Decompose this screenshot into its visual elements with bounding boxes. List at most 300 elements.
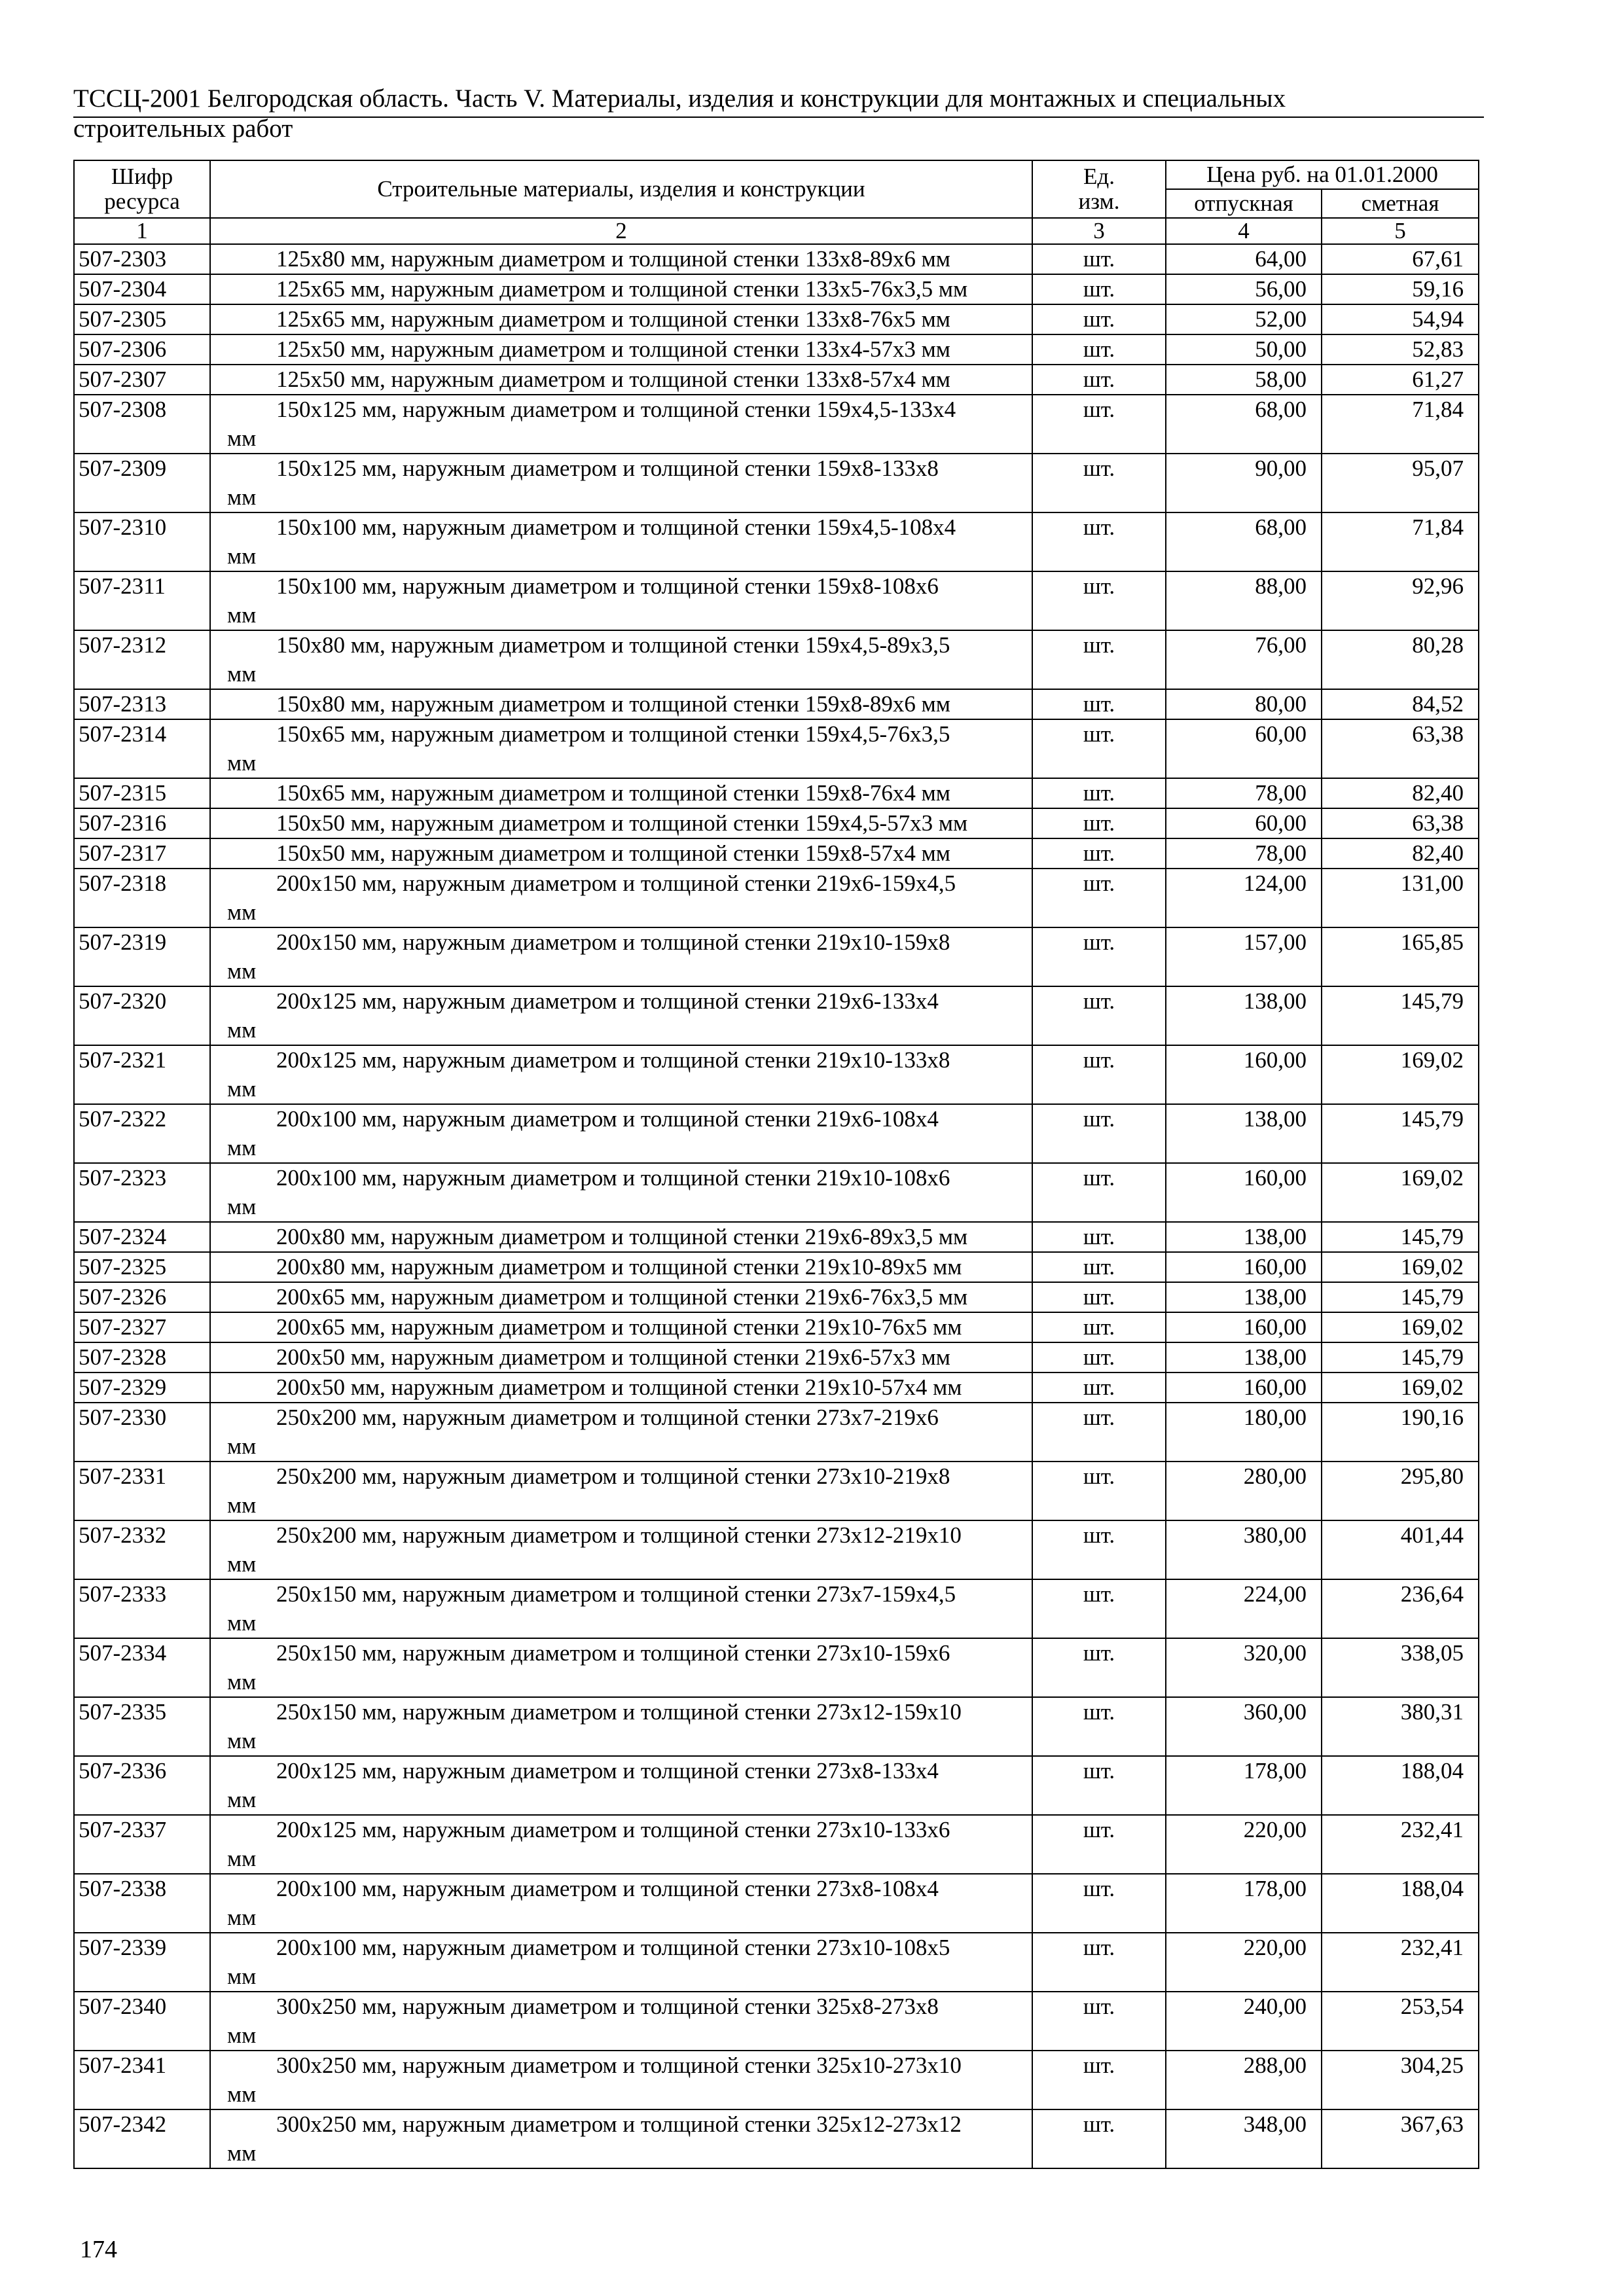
material-description: 300х250 мм, наружным диаметром и толщиной стенки 325х12-273х12	[276, 2111, 962, 2137]
material-description-cell	[210, 630, 1032, 689]
material-description: 150х100 мм, наружным диаметром и толщиной стенки 159х4,5-108х4	[276, 514, 956, 540]
unit-cell: шт.	[1032, 365, 1166, 395]
material-description: 150х80 мм, наружным диаметром и толщиной стенки 159х4,5-89х3,5	[276, 632, 950, 658]
material-description-continuation: мм	[227, 1076, 257, 1102]
estimate-price-cell: 71,84	[1322, 395, 1479, 454]
table-row	[74, 1992, 1479, 2051]
col-header-unit	[1032, 160, 1166, 218]
release-price-cell: 160,00	[1166, 1045, 1322, 1104]
material-description-cell	[210, 1342, 1032, 1372]
unit-cell: шт.	[1032, 1342, 1166, 1372]
col-header-code-line2: ресурса	[104, 188, 180, 214]
estimate-price-cell: 338,05	[1322, 1638, 1479, 1697]
table-row	[74, 1403, 1479, 1462]
header-rule	[73, 117, 1484, 118]
resource-code-cell: 507-2339	[74, 1933, 210, 1992]
material-description-cell	[210, 571, 1032, 630]
material-description: 250х150 мм, наружным диаметром и толщиной стенки 273х10-159х6	[276, 1640, 950, 1666]
material-description: 200х150 мм, наружным диаметром и толщиной стенки 219х6-159х4,5	[276, 870, 956, 896]
unit-cell: шт.	[1032, 244, 1166, 274]
unit-cell: шт.	[1032, 2109, 1166, 2168]
estimate-price-cell: 169,02	[1322, 1045, 1479, 1104]
material-description: 200х125 мм, наружным диаметром и толщиной стенки 219х6-133х4	[276, 988, 939, 1014]
material-description-cell	[210, 869, 1032, 927]
estimate-price-cell: 52,83	[1322, 334, 1479, 365]
column-number: 4	[1166, 218, 1322, 244]
release-price-cell: 178,00	[1166, 1756, 1322, 1815]
release-price-cell: 78,00	[1166, 778, 1322, 808]
estimate-price-cell: 169,02	[1322, 1372, 1479, 1403]
unit-cell: шт.	[1032, 1933, 1166, 1992]
unit-cell: шт.	[1032, 1312, 1166, 1342]
material-description: 150х50 мм, наружным диаметром и толщиной стенки 159х8-57х4 мм	[276, 840, 950, 866]
table-row	[74, 1756, 1479, 1815]
unit-cell: шт.	[1032, 1282, 1166, 1312]
estimate-price-cell: 80,28	[1322, 630, 1479, 689]
material-description-cell	[210, 1579, 1032, 1638]
material-description-continuation: мм	[227, 1846, 257, 1871]
resource-code-cell: 507-2306	[74, 334, 210, 365]
estimate-price-cell: 169,02	[1322, 1163, 1479, 1222]
material-description-cell	[210, 1520, 1032, 1579]
material-description: 200х125 мм, наружным диаметром и толщиной стенки 273х8-133х4	[276, 1758, 939, 1784]
table-row	[74, 365, 1479, 395]
estimate-price-cell: 188,04	[1322, 1756, 1479, 1815]
material-description: 200х65 мм, наружным диаметром и толщиной стенки 219х6-76х3,5 мм	[276, 1284, 968, 1310]
material-description-continuation: мм	[227, 1433, 257, 1459]
header-title-line-2: строительных работ	[73, 115, 293, 143]
resource-code-cell: 507-2325	[74, 1252, 210, 1282]
estimate-price-cell: 145,79	[1322, 1342, 1479, 1372]
release-price-cell: 160,00	[1166, 1252, 1322, 1282]
material-description-cell	[210, 808, 1032, 838]
resource-code-cell: 507-2314	[74, 719, 210, 778]
release-price-cell: 138,00	[1166, 1222, 1322, 1252]
resource-code-cell: 507-2338	[74, 1874, 210, 1933]
table-row	[74, 512, 1479, 571]
estimate-price-cell: 82,40	[1322, 778, 1479, 808]
table-row	[74, 1222, 1479, 1252]
release-price-cell: 178,00	[1166, 1874, 1322, 1933]
unit-cell: шт.	[1032, 689, 1166, 719]
col-header-price-group: Цена руб. на 01.01.2000	[1166, 160, 1479, 189]
material-description-cell	[210, 1462, 1032, 1520]
table-row	[74, 1462, 1479, 1520]
release-price-cell: 160,00	[1166, 1163, 1322, 1222]
material-description-cell	[210, 1163, 1032, 1222]
release-price-cell: 58,00	[1166, 365, 1322, 395]
material-description-cell	[210, 1992, 1032, 2051]
unit-cell: шт.	[1032, 1163, 1166, 1222]
material-description-continuation: мм	[227, 1551, 257, 1577]
unit-cell: шт.	[1032, 927, 1166, 986]
material-description-cell	[210, 719, 1032, 778]
estimate-price-cell: 253,54	[1322, 1992, 1479, 2051]
material-description-continuation: мм	[227, 958, 257, 984]
resource-code-cell: 507-2316	[74, 808, 210, 838]
resource-code-cell: 507-2311	[74, 571, 210, 630]
unit-cell: шт.	[1032, 304, 1166, 334]
material-description-cell	[210, 927, 1032, 986]
material-description: 150х65 мм, наружным диаметром и толщиной стенки 159х4,5-76х3,5	[276, 721, 950, 747]
release-price-cell: 157,00	[1166, 927, 1322, 986]
col-header-code-line1: Шифр	[111, 164, 173, 189]
col-header-material: Строительные материалы, изделия и конструкции	[210, 160, 1032, 218]
material-description: 150х125 мм, наружным диаметром и толщиной стенки 159х8-133х8	[276, 456, 939, 481]
material-description-continuation: мм	[227, 1135, 257, 1160]
release-price-cell: 348,00	[1166, 2109, 1322, 2168]
material-description-cell	[210, 244, 1032, 274]
table-row	[74, 1579, 1479, 1638]
material-description-continuation: мм	[227, 1610, 257, 1636]
release-price-cell: 220,00	[1166, 1815, 1322, 1874]
unit-cell: шт.	[1032, 1403, 1166, 1462]
unit-cell: шт.	[1032, 1045, 1166, 1104]
resource-code-cell: 507-2310	[74, 512, 210, 571]
material-description: 125х65 мм, наружным диаметром и толщиной стенки 133х5-76х3,5 мм	[276, 276, 968, 302]
estimate-price-cell: 82,40	[1322, 838, 1479, 869]
estimate-price-cell: 71,84	[1322, 512, 1479, 571]
material-description: 300х250 мм, наружным диаметром и толщиной стенки 325х10-273х10	[276, 2053, 962, 2078]
material-description-cell	[210, 304, 1032, 334]
unit-cell: шт.	[1032, 1697, 1166, 1756]
estimate-price-cell: 295,80	[1322, 1462, 1479, 1520]
estimate-price-cell: 84,52	[1322, 689, 1479, 719]
material-description-cell	[210, 838, 1032, 869]
table-row	[74, 719, 1479, 778]
resource-code-cell: 507-2342	[74, 2109, 210, 2168]
column-number: 5	[1322, 218, 1479, 244]
material-description-cell	[210, 1104, 1032, 1163]
material-description-cell	[210, 365, 1032, 395]
estimate-price-cell: 59,16	[1322, 274, 1479, 304]
release-price-cell: 138,00	[1166, 1104, 1322, 1163]
col-header-price-estimate: сметная	[1322, 189, 1479, 218]
estimate-price-cell: 145,79	[1322, 1222, 1479, 1252]
release-price-cell: 60,00	[1166, 719, 1322, 778]
release-price-cell: 180,00	[1166, 1403, 1322, 1462]
unit-cell: шт.	[1032, 630, 1166, 689]
release-price-cell: 68,00	[1166, 395, 1322, 454]
estimate-price-cell: 165,85	[1322, 927, 1479, 986]
unit-cell: шт.	[1032, 1222, 1166, 1252]
material-description-continuation: мм	[227, 425, 257, 451]
material-description-cell	[210, 986, 1032, 1045]
release-price-cell: 360,00	[1166, 1697, 1322, 1756]
estimate-price-cell: 61,27	[1322, 365, 1479, 395]
unit-cell: шт.	[1032, 1756, 1166, 1815]
estimate-price-cell: 169,02	[1322, 1252, 1479, 1282]
material-description: 200х150 мм, наружным диаметром и толщиной стенки 219х10-159х8	[276, 929, 950, 955]
estimate-price-cell: 54,94	[1322, 304, 1479, 334]
table-row	[74, 1252, 1479, 1282]
release-price-cell: 138,00	[1166, 986, 1322, 1045]
material-description-cell	[210, 1756, 1032, 1815]
material-description-continuation: мм	[227, 602, 257, 628]
material-description: 200х100 мм, наружным диаметром и толщиной стенки 273х8-108х4	[276, 1876, 939, 1901]
material-description-continuation: мм	[227, 1194, 257, 1219]
material-description-cell	[210, 334, 1032, 365]
material-description: 200х65 мм, наружным диаметром и толщиной стенки 219х10-76х5 мм	[276, 1314, 962, 1340]
table-row	[74, 1104, 1479, 1163]
resource-code-cell: 507-2309	[74, 454, 210, 512]
material-description-cell	[210, 2051, 1032, 2109]
material-description: 125х50 мм, наружным диаметром и толщиной стенки 133х8-57х4 мм	[276, 367, 950, 392]
column-number: 3	[1032, 218, 1166, 244]
unit-cell: шт.	[1032, 1520, 1166, 1579]
material-description: 200х50 мм, наружным диаметром и толщиной стенки 219х10-57х4 мм	[276, 1374, 962, 1400]
estimate-price-cell: 95,07	[1322, 454, 1479, 512]
estimate-price-cell: 169,02	[1322, 1312, 1479, 1342]
resource-code-cell: 507-2318	[74, 869, 210, 927]
unit-cell: шт.	[1032, 274, 1166, 304]
resource-code-cell: 507-2323	[74, 1163, 210, 1222]
table-row	[74, 1638, 1479, 1697]
estimate-price-cell: 304,25	[1322, 2051, 1479, 2109]
release-price-cell: 160,00	[1166, 1372, 1322, 1403]
resource-code-cell: 507-2320	[74, 986, 210, 1045]
material-description-continuation: мм	[227, 661, 257, 687]
unit-cell: шт.	[1032, 1874, 1166, 1933]
material-description-continuation: мм	[227, 899, 257, 925]
release-price-cell: 88,00	[1166, 571, 1322, 630]
unit-cell: шт.	[1032, 1104, 1166, 1163]
page-number: 174	[80, 2236, 117, 2263]
material-description: 250х200 мм, наружным диаметром и толщиной стенки 273х12-219х10	[276, 1522, 962, 1548]
release-price-cell: 320,00	[1166, 1638, 1322, 1697]
release-price-cell: 288,00	[1166, 2051, 1322, 2109]
header-row	[74, 160, 1479, 189]
estimate-price-cell: 232,41	[1322, 1933, 1479, 1992]
resource-code-cell: 507-2330	[74, 1403, 210, 1462]
resource-code-cell: 507-2313	[74, 689, 210, 719]
estimate-price-cell: 367,63	[1322, 2109, 1479, 2168]
table-row	[74, 927, 1479, 986]
material-description: 250х150 мм, наружным диаметром и толщиной стенки 273х12-159х10	[276, 1699, 962, 1725]
material-description-cell	[210, 2109, 1032, 2168]
release-price-cell: 280,00	[1166, 1462, 1322, 1520]
estimate-price-cell: 188,04	[1322, 1874, 1479, 1933]
column-number: 2	[210, 218, 1032, 244]
estimate-price-cell: 145,79	[1322, 986, 1479, 1045]
unit-cell: шт.	[1032, 778, 1166, 808]
header-title-line-1: ТССЦ-2001 Белгородская область. Часть V. Материалы, изделия и конструкции для монтажных и специальных	[73, 84, 1286, 113]
release-price-cell: 124,00	[1166, 869, 1322, 927]
material-description: 250х150 мм, наружным диаметром и толщиной стенки 273х7-159х4,5	[276, 1581, 956, 1607]
resource-code-cell: 507-2334	[74, 1638, 210, 1697]
resource-code-cell: 507-2336	[74, 1756, 210, 1815]
table-row	[74, 1697, 1479, 1756]
resource-code-cell: 507-2315	[74, 778, 210, 808]
estimate-price-cell: 380,31	[1322, 1697, 1479, 1756]
table-row	[74, 2109, 1479, 2168]
table-row	[74, 1282, 1479, 1312]
resource-code-cell: 507-2341	[74, 2051, 210, 2109]
resource-code-cell: 507-2335	[74, 1697, 210, 1756]
estimate-price-cell: 131,00	[1322, 869, 1479, 927]
unit-cell: шт.	[1032, 1372, 1166, 1403]
material-description-continuation: мм	[227, 750, 257, 776]
unit-cell: шт.	[1032, 808, 1166, 838]
material-description-continuation: мм	[227, 1017, 257, 1043]
material-description-cell	[210, 778, 1032, 808]
material-description: 200х125 мм, наружным диаметром и толщиной стенки 273х10-133х6	[276, 1817, 950, 1842]
material-description: 200х80 мм, наружным диаметром и толщиной стенки 219х6-89х3,5 мм	[276, 1224, 968, 1249]
material-description-cell	[210, 1403, 1032, 1462]
unit-cell: шт.	[1032, 1462, 1166, 1520]
material-description: 125х65 мм, наружным диаметром и толщиной стенки 133х8-76х5 мм	[276, 306, 950, 332]
release-price-cell: 52,00	[1166, 304, 1322, 334]
table-row	[74, 1815, 1479, 1874]
column-number: 1	[74, 218, 210, 244]
table-row	[74, 869, 1479, 927]
resource-code-cell: 507-2328	[74, 1342, 210, 1372]
unit-cell: шт.	[1032, 395, 1166, 454]
resource-code-cell: 507-2317	[74, 838, 210, 869]
table-row	[74, 244, 1479, 274]
material-description-cell	[210, 1638, 1032, 1697]
material-description: 150х50 мм, наружным диаметром и толщиной стенки 159х4,5-57х3 мм	[276, 810, 968, 836]
resource-code-cell: 507-2329	[74, 1372, 210, 1403]
material-description: 250х200 мм, наружным диаметром и толщиной стенки 273х7-219х6	[276, 1405, 939, 1430]
material-description-cell	[210, 1252, 1032, 1282]
material-description-continuation: мм	[227, 543, 257, 569]
material-description-cell	[210, 1282, 1032, 1312]
material-description-continuation: мм	[227, 1669, 257, 1695]
material-description-cell	[210, 1697, 1032, 1756]
unit-cell: шт.	[1032, 512, 1166, 571]
resource-code-cell: 507-2331	[74, 1462, 210, 1520]
release-price-cell: 380,00	[1166, 1520, 1322, 1579]
estimate-price-cell: 63,38	[1322, 808, 1479, 838]
col-header-unit-line1: Ед.	[1083, 164, 1115, 189]
table-row	[74, 395, 1479, 454]
table-row	[74, 1520, 1479, 1579]
material-description-cell	[210, 1372, 1032, 1403]
table-row	[74, 1372, 1479, 1403]
resource-code-cell: 507-2337	[74, 1815, 210, 1874]
table-row	[74, 1874, 1479, 1933]
resource-code-cell: 507-2307	[74, 365, 210, 395]
unit-cell: шт.	[1032, 1992, 1166, 2051]
resource-code-cell: 507-2304	[74, 274, 210, 304]
material-description-cell	[210, 1045, 1032, 1104]
material-description-continuation: мм	[227, 2140, 257, 2166]
estimate-price-cell: 236,64	[1322, 1579, 1479, 1638]
release-price-cell: 90,00	[1166, 454, 1322, 512]
material-description-cell	[210, 1933, 1032, 1992]
material-description: 300х250 мм, наружным диаметром и толщиной стенки 325х8-273х8	[276, 1994, 939, 2019]
table-row	[74, 1342, 1479, 1372]
material-description-continuation: мм	[227, 1728, 257, 1753]
release-price-cell: 138,00	[1166, 1282, 1322, 1312]
material-description-cell	[210, 1874, 1032, 1933]
material-description-cell	[210, 1222, 1032, 1252]
unit-cell: шт.	[1032, 1252, 1166, 1282]
col-header-price-release: отпускная	[1166, 189, 1322, 218]
release-price-cell: 64,00	[1166, 244, 1322, 274]
material-description-continuation: мм	[227, 1492, 257, 1518]
page-header	[73, 84, 1484, 144]
unit-cell: шт.	[1032, 334, 1166, 365]
material-description: 150х65 мм, наружным диаметром и толщиной стенки 159х8-76х4 мм	[276, 780, 950, 806]
resource-code-cell: 507-2332	[74, 1520, 210, 1579]
unit-cell: шт.	[1032, 719, 1166, 778]
table-row	[74, 2051, 1479, 2109]
resource-code-cell: 507-2340	[74, 1992, 210, 2051]
table-row	[74, 838, 1479, 869]
unit-cell: шт.	[1032, 1579, 1166, 1638]
table-row	[74, 808, 1479, 838]
estimate-price-cell: 92,96	[1322, 571, 1479, 630]
resource-code-cell: 507-2305	[74, 304, 210, 334]
resource-code-cell: 507-2326	[74, 1282, 210, 1312]
material-description: 200х100 мм, наружным диаметром и толщиной стенки 273х10-108х5	[276, 1935, 950, 1960]
material-description-cell	[210, 395, 1032, 454]
resource-code-cell: 507-2333	[74, 1579, 210, 1638]
material-description-continuation: мм	[227, 1964, 257, 1989]
unit-cell: шт.	[1032, 571, 1166, 630]
material-description: 125х50 мм, наружным диаметром и толщиной стенки 133х4-57х3 мм	[276, 336, 950, 362]
resource-code-cell: 507-2319	[74, 927, 210, 986]
release-price-cell: 68,00	[1166, 512, 1322, 571]
table-row	[74, 630, 1479, 689]
release-price-cell: 50,00	[1166, 334, 1322, 365]
estimate-price-cell: 145,79	[1322, 1104, 1479, 1163]
release-price-cell: 240,00	[1166, 1992, 1322, 2051]
price-table	[73, 160, 1479, 2169]
material-description-cell	[210, 274, 1032, 304]
release-price-cell: 76,00	[1166, 630, 1322, 689]
unit-cell: шт.	[1032, 838, 1166, 869]
resource-code-cell: 507-2322	[74, 1104, 210, 1163]
material-description-continuation: мм	[227, 2081, 257, 2107]
table-row	[74, 689, 1479, 719]
material-description-cell	[210, 1815, 1032, 1874]
estimate-price-cell: 190,16	[1322, 1403, 1479, 1462]
material-description-continuation: мм	[227, 484, 257, 510]
material-description-cell	[210, 512, 1032, 571]
estimate-price-cell: 145,79	[1322, 1282, 1479, 1312]
estimate-price-cell: 232,41	[1322, 1815, 1479, 1874]
estimate-price-cell: 67,61	[1322, 244, 1479, 274]
table-row	[74, 1045, 1479, 1104]
resource-code-cell: 507-2308	[74, 395, 210, 454]
material-description: 150х80 мм, наружным диаметром и толщиной стенки 159х8-89х6 мм	[276, 691, 950, 717]
unit-cell: шт.	[1032, 1638, 1166, 1697]
table-row	[74, 571, 1479, 630]
table-row	[74, 1312, 1479, 1342]
material-description-cell	[210, 454, 1032, 512]
material-description: 150х100 мм, наружным диаметром и толщиной стенки 159х8-108х6	[276, 573, 939, 599]
table-row	[74, 274, 1479, 304]
table-row	[74, 334, 1479, 365]
estimate-price-cell: 401,44	[1322, 1520, 1479, 1579]
col-header-code	[74, 160, 210, 218]
release-price-cell: 160,00	[1166, 1312, 1322, 1342]
table-row	[74, 1163, 1479, 1222]
table-row	[74, 778, 1479, 808]
material-description-continuation: мм	[227, 1905, 257, 1930]
release-price-cell: 60,00	[1166, 808, 1322, 838]
release-price-cell: 78,00	[1166, 838, 1322, 869]
material-description: 200х50 мм, наружным диаметром и толщиной стенки 219х6-57х3 мм	[276, 1344, 950, 1370]
material-description: 200х80 мм, наружным диаметром и толщиной стенки 219х10-89х5 мм	[276, 1254, 962, 1280]
material-description: 125х80 мм, наружным диаметром и толщиной стенки 133х8-89х6 мм	[276, 246, 950, 272]
unit-cell: шт.	[1032, 1815, 1166, 1874]
material-description: 250х200 мм, наружным диаметром и толщиной стенки 273х10-219х8	[276, 1463, 950, 1489]
resource-code-cell: 507-2327	[74, 1312, 210, 1342]
